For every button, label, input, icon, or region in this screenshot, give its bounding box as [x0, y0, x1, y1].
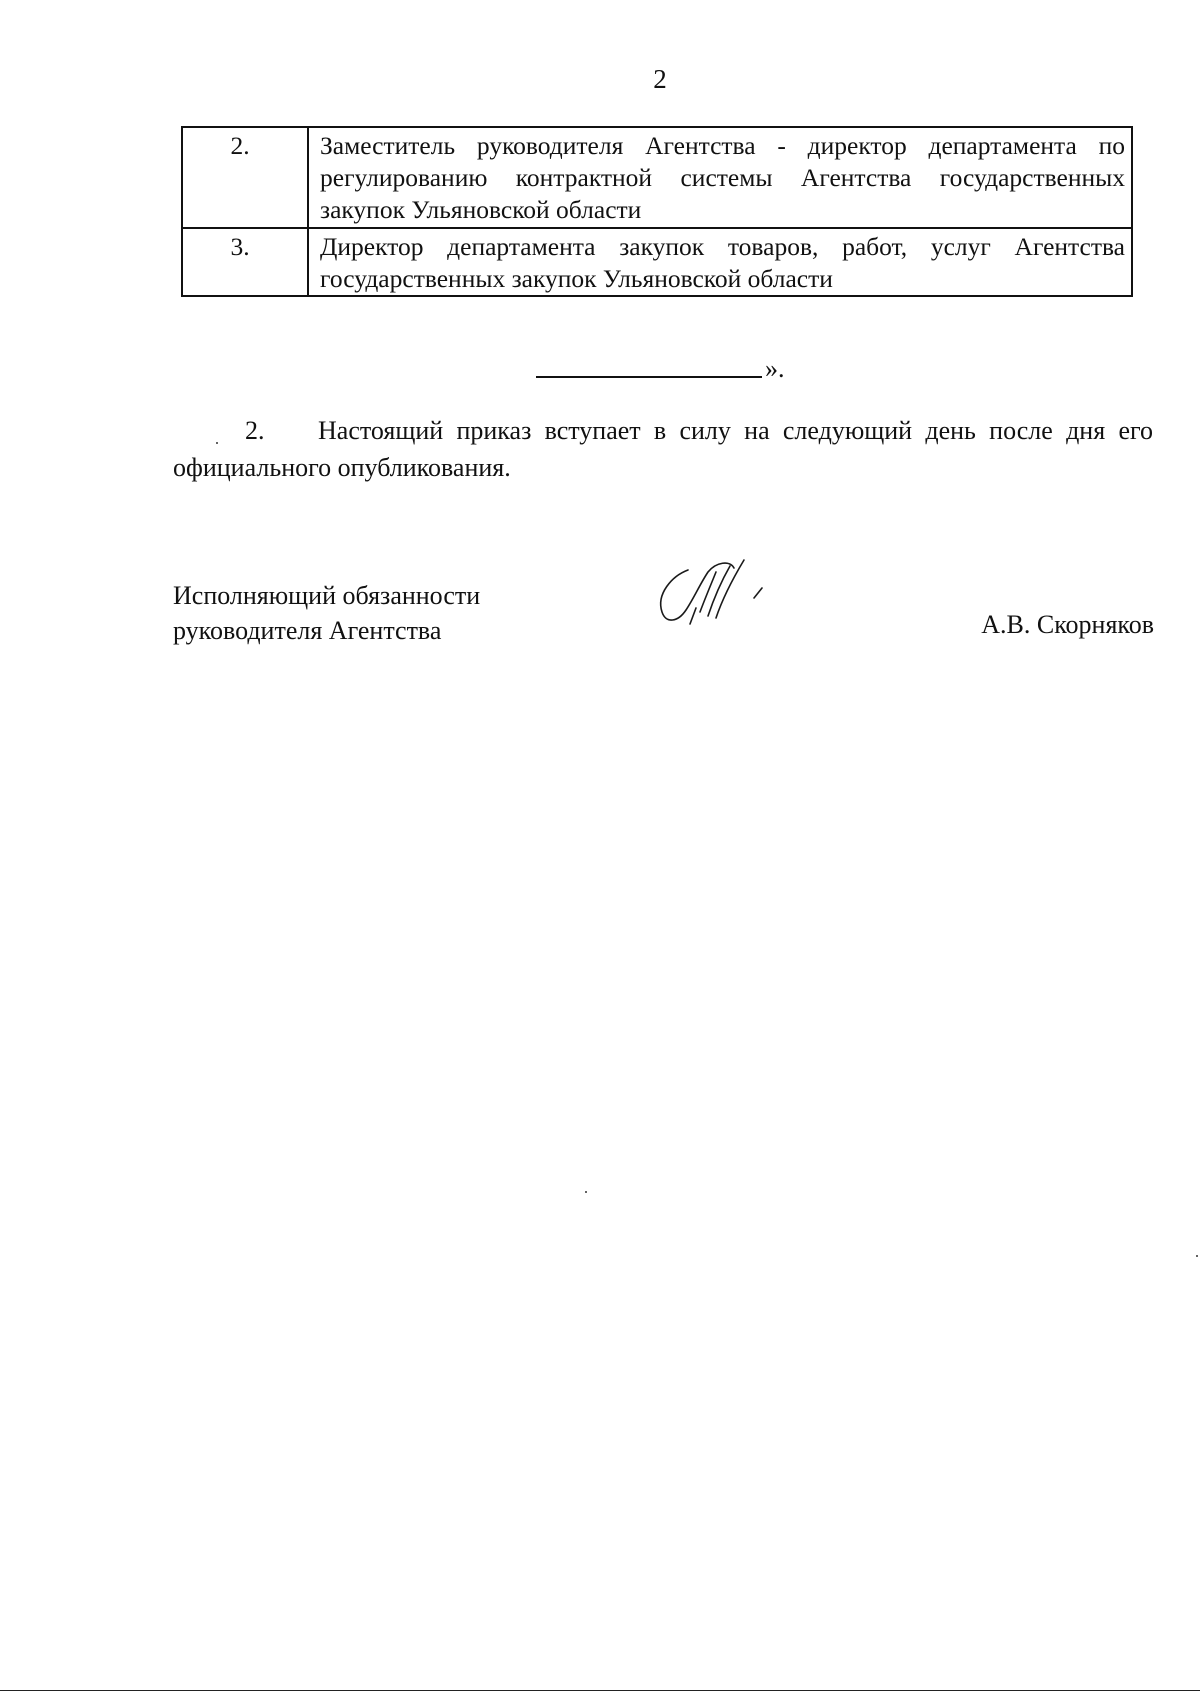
list-closing	[536, 352, 786, 386]
positions-table	[181, 126, 1133, 297]
scan-speck	[216, 442, 218, 444]
table-row	[182, 228, 1132, 296]
position-title: Заместитель руководителя Агентства - директор департамента по регулированию контрактной системы Агентства государственных закупок Ульяновской области	[308, 127, 1132, 228]
scan-speck	[585, 1191, 587, 1193]
signer-title-line: Исполняющий обязанности	[173, 581, 481, 610]
blank-underline	[536, 376, 762, 378]
table-row	[182, 127, 1132, 228]
position-title: Директор департамента закупок товаров, работ, услуг Агентства государственных закупок Ульяновской области	[308, 228, 1132, 296]
clause-paragraph	[173, 412, 1153, 486]
scan-edge-line	[0, 1690, 1200, 1691]
handwritten-signature	[650, 550, 780, 650]
clause-number: 2.	[245, 416, 265, 445]
row-number: 3.	[182, 228, 308, 296]
signer-title	[173, 578, 593, 648]
clause-text: Настоящий приказ вступает в силу на следующий день после дня его официального опубликования.	[173, 416, 1153, 482]
row-number: 2.	[182, 127, 308, 228]
signer-title-line: руководителя Агентства	[173, 616, 442, 645]
scan-speck	[1196, 1255, 1198, 1257]
closing-quote: ».	[765, 354, 785, 383]
page-number: 2	[653, 64, 667, 94]
signer-name: А.В. Скорняков	[981, 610, 1154, 639]
